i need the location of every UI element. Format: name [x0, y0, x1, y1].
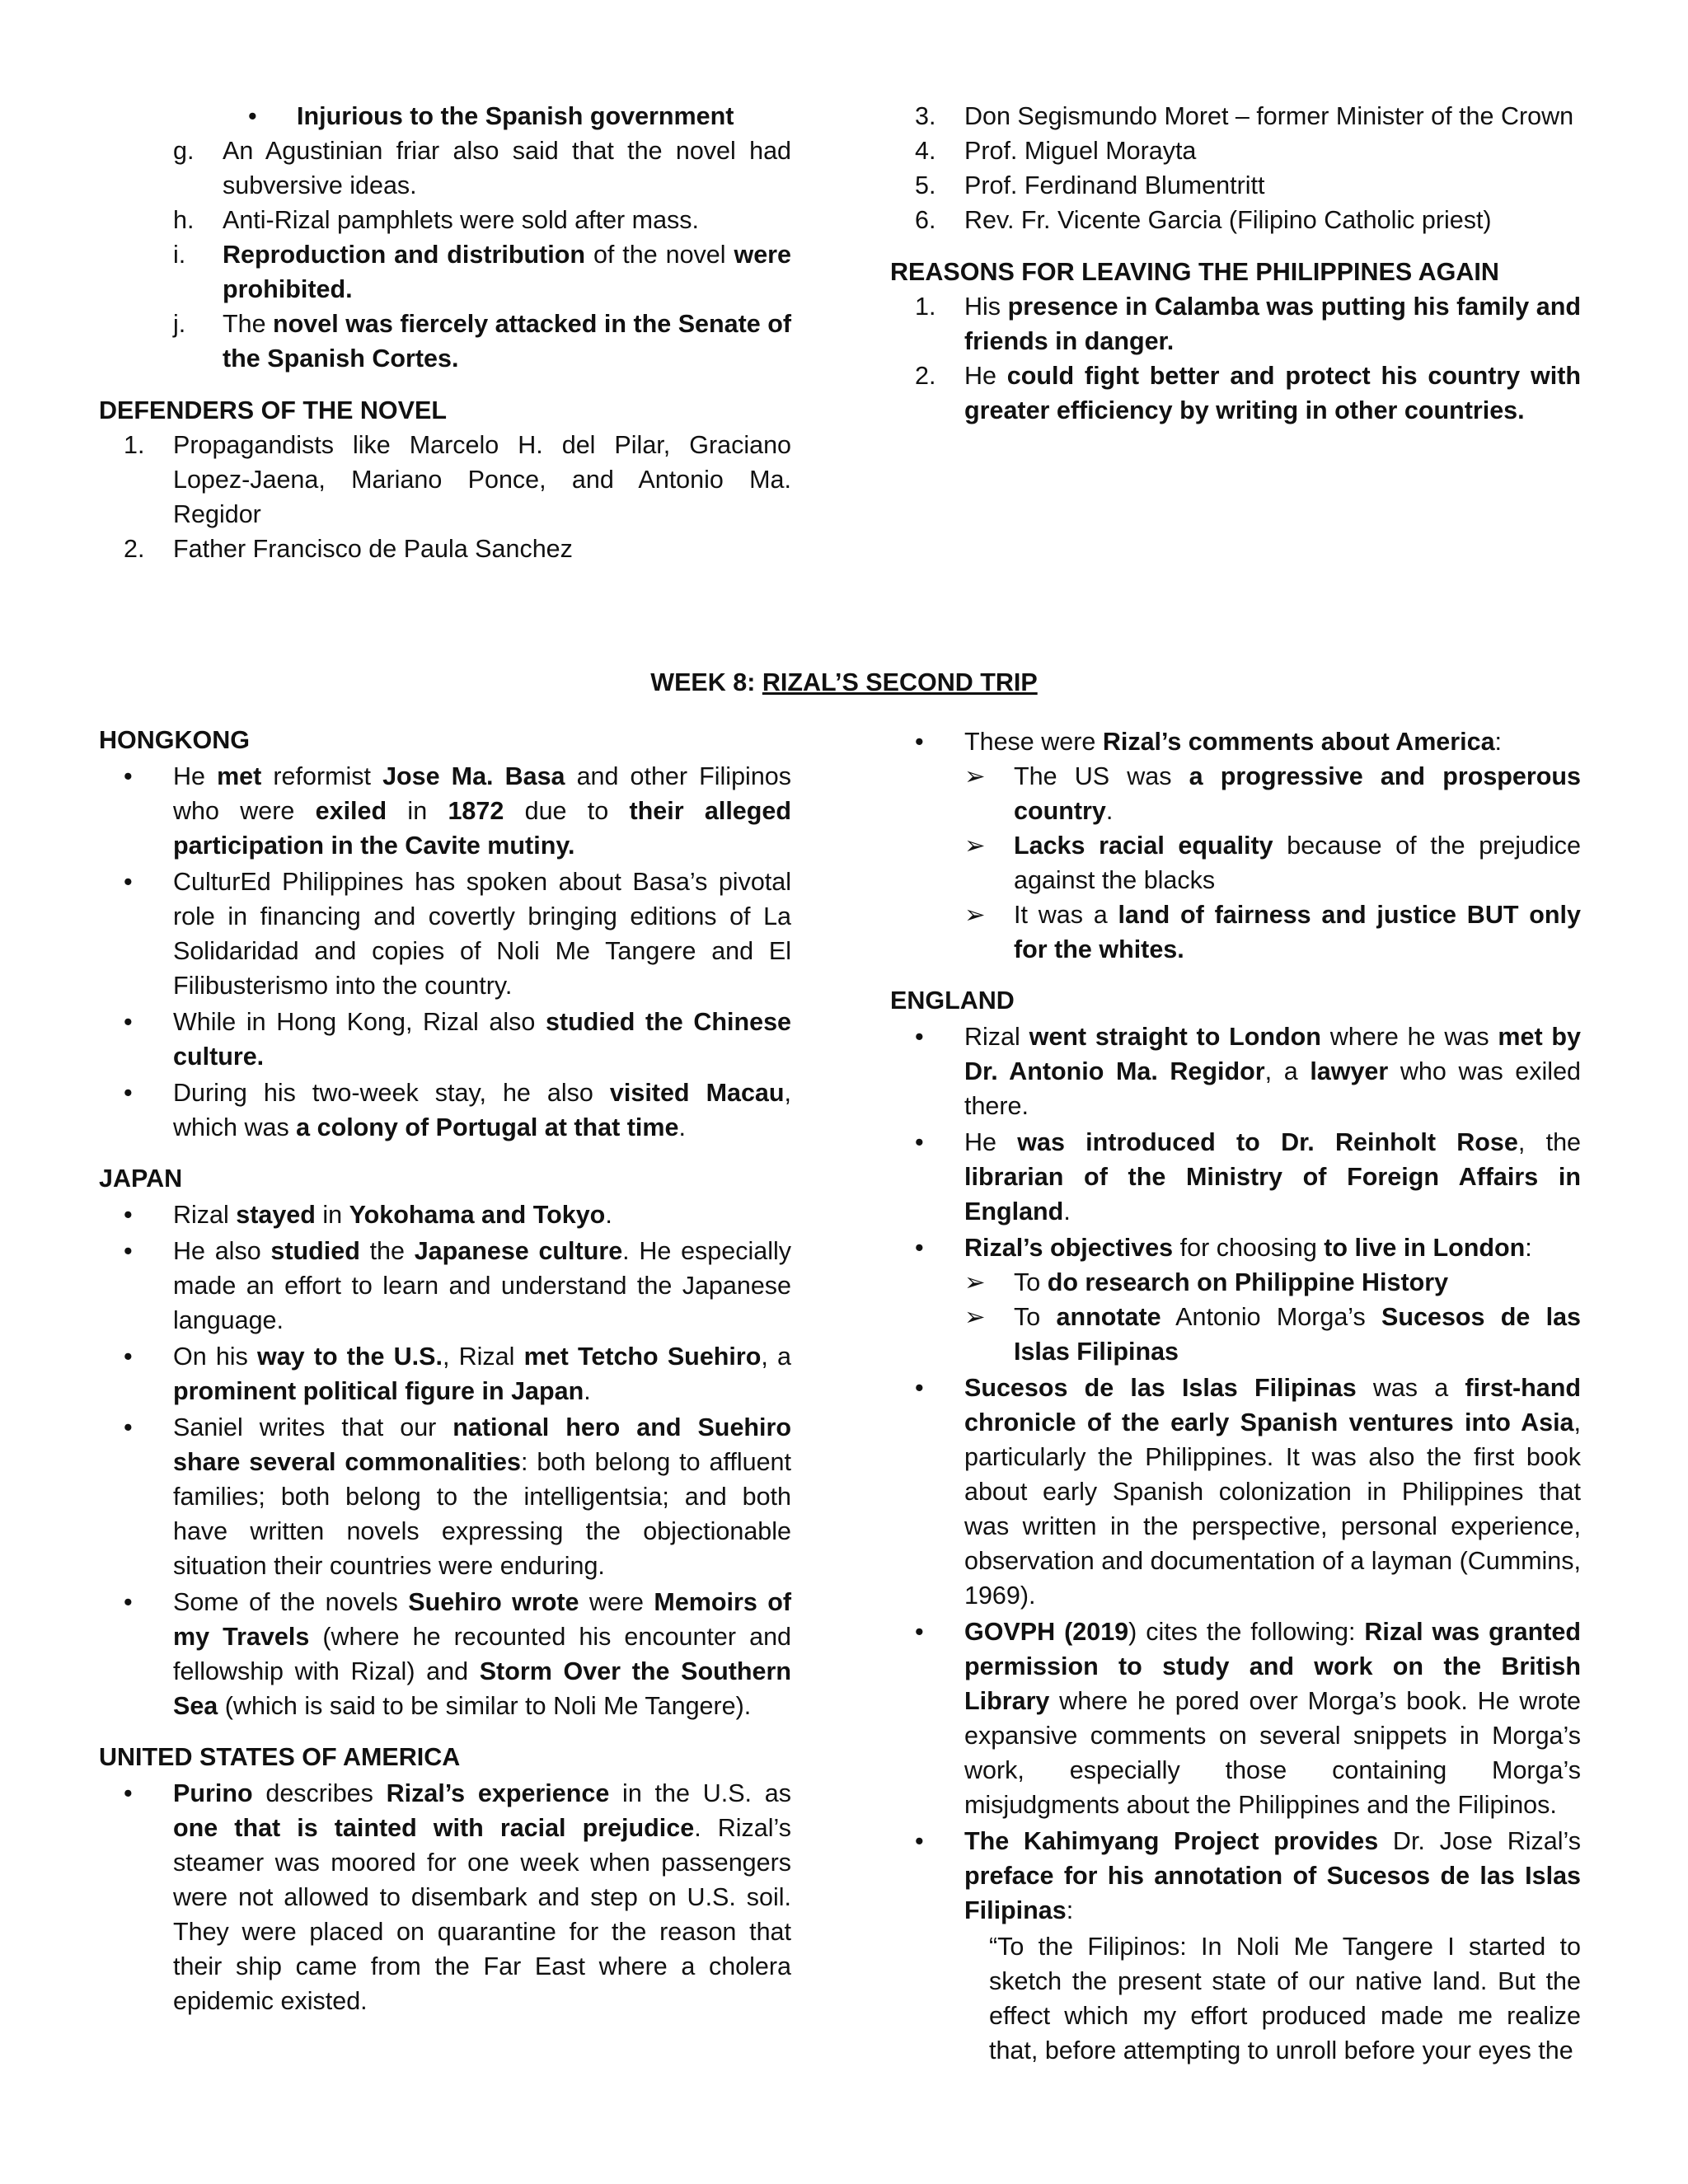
bold-text: was introduced to Dr. Reinholt Rose: [1017, 1128, 1518, 1156]
text: .: [584, 1377, 591, 1405]
text: :: [1494, 728, 1503, 756]
text: where he was: [1320, 1023, 1498, 1051]
bold-text: Sucesos de las Islas Filipinas: [964, 1374, 1357, 1402]
list-item-text: [223, 237, 791, 307]
list-item: [890, 289, 1581, 359]
list-item-text: [964, 1019, 1581, 1123]
bold-text: a progressive and prosperous country: [1014, 762, 1581, 825]
list-marker: 1.: [124, 431, 145, 459]
bold-text: Rizal’s experience: [386, 1779, 610, 1807]
bold-text: were prohibited.: [223, 241, 791, 303]
text: Rizal: [173, 1201, 237, 1229]
bullet-icon: •: [124, 1779, 133, 1807]
bold-text: to live in London: [1324, 1234, 1526, 1262]
top-left-column: [99, 99, 791, 566]
list-item: [99, 1076, 791, 1145]
text: Propagandists like Marcelo H. del Pilar, Graciano Lopez-Jaena, Mariano Ponce, and Antonio Ma. Regidor: [173, 431, 791, 528]
reasons-list: [890, 289, 1581, 428]
bullet-icon: •: [124, 762, 133, 790]
bullet-icon: •: [915, 1234, 924, 1262]
bullet-icon: •: [915, 1023, 924, 1051]
japan-heading: JAPAN: [99, 1165, 183, 1193]
text: Some of the novels: [173, 1588, 409, 1616]
list-item: [890, 1371, 1581, 1613]
list-item-text: [223, 203, 791, 237]
bottom-left-column: [99, 723, 791, 2018]
text: The: [223, 310, 274, 338]
bottom-right-column: [890, 723, 1581, 2068]
list-item-text: [173, 428, 791, 532]
list-item-text: [964, 1371, 1581, 1613]
text: To: [1014, 1268, 1048, 1296]
bold-text: could fight better and protect his country with greater efficiency by writing in other countries.: [964, 362, 1582, 424]
list-item-text: [173, 1776, 791, 2018]
text: Don Segismundo Moret – former Minister of the Crown: [964, 102, 1574, 130]
arrow-bullet-icon: ➢: [964, 901, 986, 929]
list-item: [99, 865, 791, 1003]
list-item-text: [173, 1410, 791, 1583]
bold-text: prominent political figure in Japan: [173, 1377, 584, 1405]
text: , the: [1517, 1128, 1581, 1156]
text: Rizal: [964, 1023, 1029, 1051]
bold-text: do research on Philippine History: [1047, 1268, 1449, 1296]
list-item: [99, 203, 791, 237]
list-item: [890, 1230, 1581, 1265]
list-item: [890, 724, 1581, 759]
bullet-icon: •: [124, 1237, 133, 1265]
text: These were: [964, 728, 1103, 756]
text: The US was: [1014, 762, 1189, 790]
text: Dr. Jose Rizal’s: [1378, 1827, 1581, 1855]
text: Anti-Rizal pamphlets were sold after mass.: [223, 206, 700, 234]
bold-text: preface for his annotation of Sucesos de las Islas Filipinas: [964, 1862, 1581, 1924]
list-item-text: [173, 1076, 791, 1145]
text: During his two-week stay, he also: [173, 1079, 610, 1107]
text: of the novel: [585, 241, 734, 269]
text: He: [964, 362, 1007, 390]
text: .: [678, 1113, 686, 1141]
text: :: [1525, 1234, 1532, 1262]
text: .: [1105, 797, 1114, 825]
preface-quote: “To the Filipinos: In Noli Me Tangere I started to sketch the present state of our native land. But the effect which my effort produced made me realize that, before attempting to unroll before your eyes the: [989, 1933, 1581, 2064]
list-item: [99, 532, 791, 566]
bold-text: land of fairness and justice BUT only for the whites.: [1014, 901, 1581, 963]
text: , which was: [173, 1079, 791, 1141]
text: His: [964, 293, 1008, 321]
list-item: [99, 428, 791, 532]
list-item: [99, 1339, 791, 1408]
text: Prof. Ferdinand Blumentritt: [964, 171, 1265, 199]
list-item-text: [964, 99, 1581, 134]
list-item: [99, 1234, 791, 1338]
text: Father Francisco de Paula Sanchez: [173, 535, 573, 563]
list-item: [890, 1615, 1581, 1822]
text: reformist: [261, 762, 383, 790]
list-item: [99, 1005, 791, 1074]
text: (which is said to be similar to Noli Me Tangere).: [218, 1692, 752, 1720]
arrow-bullet-icon: ➢: [964, 1303, 986, 1331]
list-item: [99, 307, 791, 376]
usa-heading: UNITED STATES OF AMERICA: [99, 1743, 461, 1771]
text: Prof. Miguel Morayta: [964, 137, 1197, 165]
bullet-item: [99, 99, 791, 134]
lettered-list: [99, 134, 791, 376]
bold-text: way to the U.S.: [257, 1343, 443, 1371]
list-item: [890, 1265, 1581, 1300]
text: describes: [252, 1779, 387, 1807]
list-item: [890, 898, 1581, 967]
list-item: [99, 1776, 791, 2018]
list-item: [890, 203, 1581, 237]
bold-text: went straight to London: [1029, 1023, 1321, 1051]
list-item-text: [964, 203, 1581, 237]
text: ) cites the following:: [1128, 1618, 1365, 1646]
bold-text: Reproduction and distribution: [223, 241, 586, 269]
list-item-text: [173, 532, 791, 566]
week-title-underlined: RIZAL’S SECOND TRIP: [762, 668, 1038, 696]
text: , particularly the Philippines. It was also the first book about early Spanish colonization in Philippines that was written in the perspective, personal experience, observation and documentation of a layman (Cummins, 1969).: [964, 1408, 1581, 1610]
list-item: [890, 1300, 1581, 1369]
bold-text: met by Dr. Antonio Ma. Regidor: [964, 1023, 1582, 1085]
bold-text: their alleged participation in the Cavite mutiny.: [173, 797, 791, 860]
list-item-text: [173, 759, 791, 863]
text: :: [1066, 1896, 1074, 1924]
list-item-text: [223, 134, 791, 203]
england-bullets-more: [890, 1371, 1581, 1928]
hongkong-heading: HONGKONG: [99, 726, 250, 754]
bold-text: Rizal was granted permission to study and work on the British Library: [964, 1618, 1581, 1715]
bullet-icon: •: [124, 1588, 133, 1616]
list-marker: 2.: [915, 362, 936, 390]
bold-text: a colony of Portugal at that time: [296, 1113, 679, 1141]
list-item: [890, 828, 1581, 898]
list-marker: 4.: [915, 137, 936, 165]
bold-text: Rizal’s objectives: [964, 1234, 1174, 1262]
text: While in Hong Kong, Rizal also: [173, 1008, 546, 1036]
list-item-text: [173, 865, 791, 1003]
bold-text: studied: [270, 1237, 360, 1265]
bold-text: first-hand chronicle of the early Spanish ventures into Asia: [964, 1374, 1581, 1436]
list-item-text: [964, 1230, 1581, 1265]
list-item: [99, 759, 791, 863]
numbered-list-continued: [890, 99, 1581, 237]
bold-text: one that is tainted with racial prejudice: [173, 1814, 695, 1842]
text: in the U.S. as: [609, 1779, 791, 1807]
text: , a: [1264, 1057, 1311, 1085]
text: .: [1063, 1197, 1071, 1226]
america-comments-list: [890, 759, 1581, 967]
list-item: [890, 1019, 1581, 1123]
list-item-text: [964, 289, 1581, 359]
bold-text: studied the Chinese culture.: [173, 1008, 791, 1071]
text: who was exiled there.: [964, 1057, 1581, 1120]
text: An Agustinian friar also said that the novel had subversive ideas.: [223, 137, 791, 199]
bold-text: presence in Calamba was putting his family and friends in danger.: [964, 293, 1582, 355]
week-title: [0, 665, 1688, 700]
bold-text: met: [217, 762, 262, 790]
objectives-list: [890, 1265, 1581, 1369]
bold-text: GOVPH (2019: [964, 1618, 1129, 1646]
text: , Rizal: [442, 1343, 524, 1371]
text: , a: [761, 1343, 791, 1371]
list-item: [890, 759, 1581, 828]
bold-text: Yokohama and Tokyo: [349, 1201, 606, 1229]
bold-text: Japanese culture: [414, 1237, 623, 1265]
text: He: [173, 762, 218, 790]
england-bullets: [890, 1019, 1581, 1229]
text: because of the prejudice against the blacks: [1014, 832, 1581, 894]
text: . He especially made an effort to learn and understand the Japanese language.: [173, 1237, 791, 1334]
bold-text: Memoirs of my Travels: [173, 1588, 792, 1651]
text: On his: [173, 1343, 257, 1371]
top-right-column: [890, 99, 1581, 428]
bold-text: Purino: [173, 1779, 253, 1807]
bold-text: Rizal’s comments about America: [1102, 728, 1495, 756]
list-item: [99, 1410, 791, 1583]
list-item: [890, 134, 1581, 168]
text: Saniel writes that our: [173, 1413, 453, 1441]
text: in: [315, 1201, 349, 1229]
list-item-text: [964, 1615, 1581, 1822]
japan-bullets: [99, 1197, 791, 1723]
list-item-text: [964, 168, 1581, 203]
list-item-text: [173, 1234, 791, 1338]
list-item: [99, 1197, 791, 1232]
list-marker: j.: [173, 310, 186, 338]
list-item: [99, 237, 791, 307]
list-marker: 6.: [915, 206, 936, 234]
list-marker: g.: [173, 137, 195, 165]
bullet-icon: •: [124, 1413, 133, 1441]
bold-text: 1872: [448, 797, 504, 825]
bullet-icon: •: [124, 1201, 133, 1229]
reasons-heading: REASONS FOR LEAVING THE PHILIPPINES AGAIN: [890, 258, 1499, 286]
list-marker: h.: [173, 206, 195, 234]
bold-text: Sucesos de las Islas Filipinas: [1014, 1303, 1582, 1366]
bold-text: Jose Ma. Basa: [382, 762, 565, 790]
text: . Rizal’s steamer was moored for one week when passengers were not allowed to disembark and step on U.S. soil. They were placed on quarantine for the reason that their ship came from the Far East where a cholera epidemic existed.: [173, 1814, 792, 2015]
list-item-text: [964, 134, 1581, 168]
bullet-icon: •: [915, 1128, 924, 1156]
text: It was a: [1014, 901, 1118, 929]
list-item: [890, 99, 1581, 134]
list-item: [890, 1824, 1581, 1928]
list-item-text: [964, 359, 1581, 428]
text: (where he recounted his encounter and fellowship with Rizal) and: [173, 1623, 792, 1685]
list-item-text: [1014, 759, 1581, 828]
arrow-bullet-icon: ➢: [964, 832, 986, 860]
text: Rev. Fr. Vicente Garcia (Filipino Catholic priest): [964, 206, 1492, 234]
defenders-heading: DEFENDERS OF THE NOVEL: [99, 396, 447, 424]
list-item-text: [173, 1197, 791, 1232]
bold-text: Suehiro wrote: [408, 1588, 579, 1616]
list-marker: i.: [173, 241, 186, 269]
list-item: [99, 134, 791, 203]
bold-text: librarian of the Ministry of Foreign Affairs in England: [964, 1163, 1581, 1226]
text: the: [359, 1237, 415, 1265]
bold-text: met Tetcho Suehiro: [523, 1343, 762, 1371]
list-item-text: [1014, 1300, 1581, 1369]
list-marker: 3.: [915, 102, 936, 130]
list-item-text: [964, 724, 1581, 759]
list-item-text: [173, 1585, 791, 1723]
list-item-text: [223, 307, 791, 376]
bold-text: The Kahimyang Project provides: [964, 1827, 1379, 1855]
bullet-icon: •: [124, 868, 133, 896]
text: where he pored over Morga’s book. He wrote expansive comments on several snippets in Morga’s work, especially those containing Morga’s misjudgments about the Philippines and the Filipinos.: [964, 1687, 1581, 1819]
list-marker: 2.: [124, 535, 145, 563]
bullet-icon: •: [124, 1343, 133, 1371]
text: were: [579, 1588, 654, 1616]
text: He: [964, 1128, 1018, 1156]
text: To: [1014, 1303, 1057, 1331]
list-item: [890, 1125, 1581, 1229]
text: and other Filipinos who were: [173, 762, 791, 825]
text: was a: [1356, 1374, 1465, 1402]
objectives-intro: [890, 1230, 1581, 1265]
bold-text: Lacks racial equality: [1014, 832, 1273, 860]
arrow-bullet-icon: ➢: [964, 762, 986, 790]
list-item-text: [964, 1824, 1581, 1928]
bold-text: national hero and Suehiro share several commonalities: [173, 1413, 792, 1476]
bullet-icon: •: [124, 1079, 133, 1107]
list-item: [99, 1585, 791, 1723]
america-comments-intro: [890, 724, 1581, 759]
list-item-text: [1014, 898, 1581, 967]
bold-text: lawyer: [1310, 1057, 1389, 1085]
bold-text: novel was fiercely attacked in the Senate of the Spanish Cortes.: [223, 310, 791, 373]
text: : both belong to affluent families; both belong to the intelligentsia; and both have written novels expressing the objectionable situation their countries were enduring.: [173, 1448, 791, 1580]
bullet-icon: •: [915, 1374, 924, 1402]
text: in: [387, 797, 448, 825]
text: due to: [504, 797, 630, 825]
england-heading: ENGLAND: [890, 987, 1015, 1015]
week-title-prefix: WEEK 8:: [650, 668, 762, 696]
bold-text: Storm Over the Southern Sea: [173, 1657, 791, 1720]
bold-text: annotate: [1056, 1303, 1161, 1331]
list-item-text: [1014, 1265, 1581, 1300]
list-item-text: [173, 1339, 791, 1408]
list-marker: 1.: [915, 293, 936, 321]
continued-bullet-text: Injurious to the Spanish government: [297, 102, 734, 130]
bullet-icon: •: [915, 728, 924, 756]
bullet-icon: •: [915, 1618, 924, 1646]
text: Antonio Morga’s: [1160, 1303, 1382, 1331]
defenders-list: [99, 428, 791, 566]
bullet-icon: •: [124, 1008, 133, 1036]
list-item-text: [964, 1125, 1581, 1229]
text: .: [605, 1201, 612, 1229]
list-item: [890, 359, 1581, 428]
text: CulturEd Philippines has spoken about Basa’s pivotal role in financing and covertly bringing editions of La Solidaridad and copies of Noli Me Tangere and El Filibusterismo into the country.: [173, 868, 791, 1000]
text: He also: [173, 1237, 271, 1265]
bullet-icon: •: [248, 102, 257, 130]
bold-text: exiled: [315, 797, 387, 825]
hongkong-bullets: [99, 759, 791, 1145]
bold-text: visited Macau: [609, 1079, 785, 1107]
list-item: [890, 168, 1581, 203]
usa-bullets: [99, 1776, 791, 2018]
list-item-text: [1014, 828, 1581, 898]
arrow-bullet-icon: ➢: [964, 1268, 986, 1296]
list-marker: 5.: [915, 171, 936, 199]
bold-text: stayed: [236, 1201, 316, 1229]
list-item-text: [173, 1005, 791, 1074]
bullet-icon: •: [915, 1827, 924, 1855]
text: for choosing: [1173, 1234, 1325, 1262]
